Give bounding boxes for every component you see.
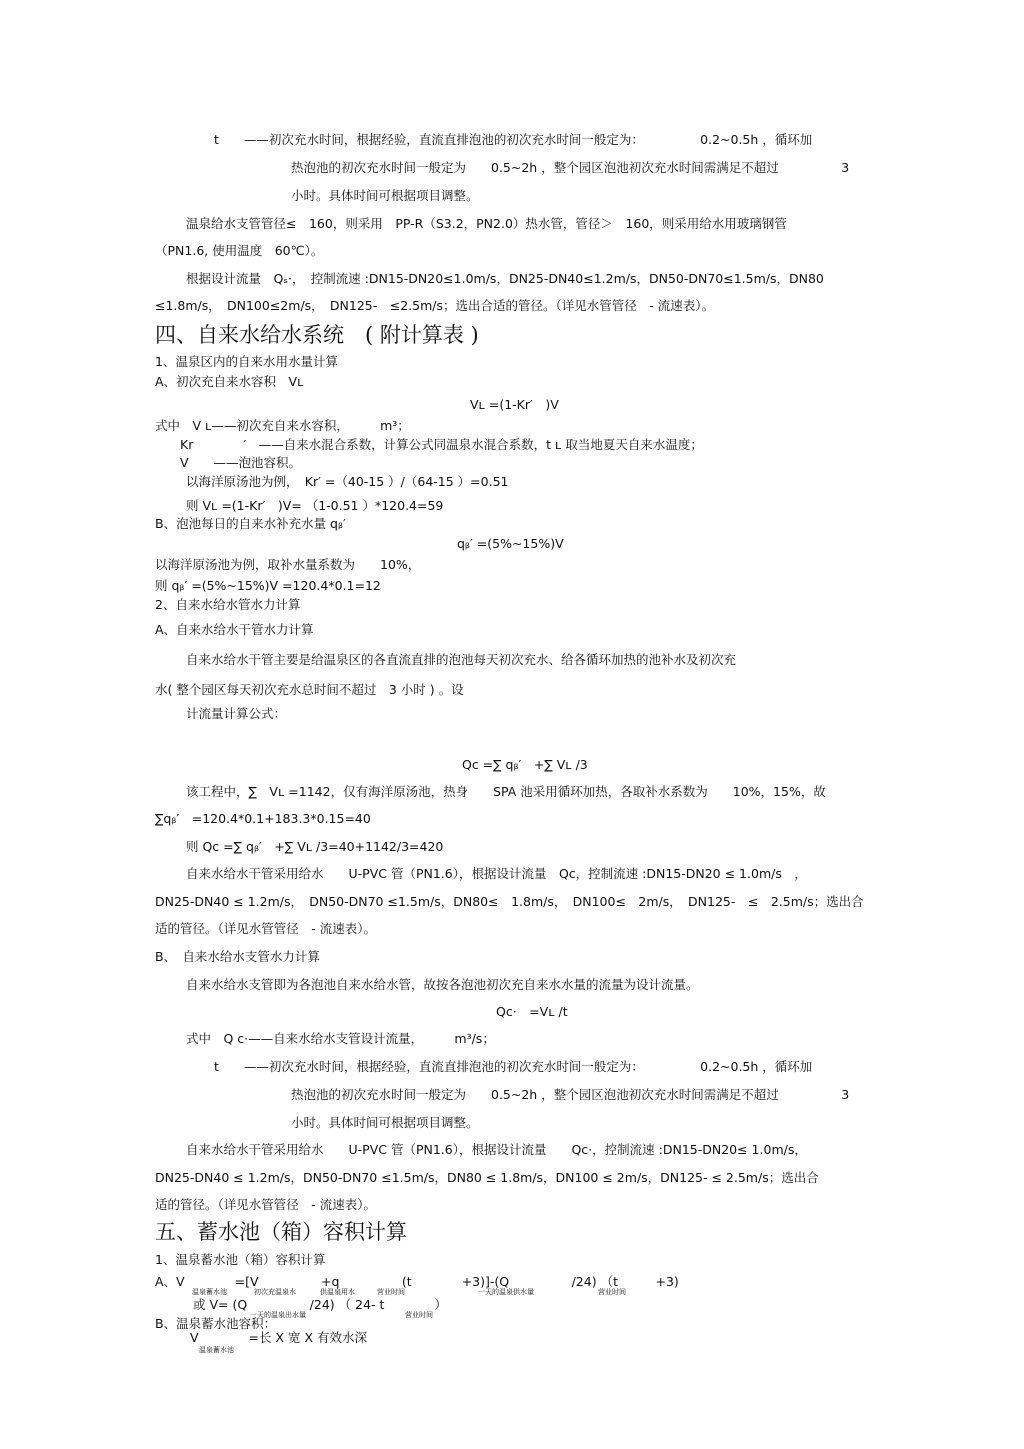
pipe-spec-line1: 温泉给水支管管径≤ 160，则采用 PP-R（S3.2，PN2.0）热水管，管径＞ 160，则采用给水用玻璃钢管: [186, 216, 787, 231]
section5-or-formula: 或 V= (Q /24) （ 24- t ）: [193, 1297, 447, 1312]
definition-kr: Kr ′ ——自来水混合系数，计算公式同温泉水混合系数，t ʟ 取当地夏天自来水温度；: [180, 437, 703, 452]
subscript-pool-volume: 温泉蓄水池: [199, 1346, 234, 1354]
section5-sub1: 1、温泉蓄水池（箱）容积计算: [155, 1252, 326, 1267]
formula-vl: Vʟ =(1-Kr′ )V: [470, 397, 559, 412]
section4-sub2: 2、自来水给水管水力计算: [155, 597, 301, 612]
section4-b2-title: B、 自来水给水支管水力计算: [155, 949, 320, 964]
section4-heading: 四、自来水给水系统 ( 附计算表 ): [155, 323, 479, 347]
section4-a-title: A、初次充自来水容积 Vʟ: [155, 374, 304, 389]
formula-qb: qᵦ′ =(5%~15%)V: [457, 536, 564, 551]
calc-line1: 该工程中，∑ Vʟ =1142，仅有海洋原汤池，热身 SPA 池采用循环加热，各取补水系数为 10%，15%，故: [186, 784, 826, 799]
calc-line3: 则 Qc =∑ qᵦ′ +∑ Vʟ /3=40+1142/3=420: [186, 839, 444, 854]
main-pipe-para3: 计流量计算公式：: [186, 706, 287, 721]
definition-vl: 式中 V ʟ——初次充自来水容积， m³；: [155, 418, 410, 433]
branch-pipe-spec-line1: 自来水给水干管采用给水 U-PVC 管（PN1.6），根据设计流量 Qc·，控制流速 :DN15-DN20≤ 1.0m/s，: [186, 1142, 807, 1157]
pipe-spec-line2: （PN1.6, 使用温度 60℃）。: [155, 243, 324, 258]
calc-line2: ∑qᵦ′ =120.4*0.1+183.3*0.15=40: [155, 811, 371, 826]
example-vl: 则 Vʟ =(1-Kr′ )V= （1-0.51 ）*120.4=59: [186, 498, 444, 513]
example-coefficient: 以海洋原汤池为例，取补水量系数为 10%，: [155, 557, 421, 572]
subscript-daily-supply: 一天的温泉供水量: [478, 1288, 534, 1296]
t2-definition-line3: 小时。具体时间可根据项目调整。: [291, 1115, 479, 1130]
main-pipe-para1: 自来水给水干管主要是给温泉区的各直流直排的泡池每天初次充水、给各循环加热的池补水及初次充: [186, 652, 737, 667]
subscript-business-hours: 营业时间: [377, 1288, 405, 1296]
formula-qc: Qc =∑ qᵦ′ +∑ Vʟ /3: [462, 757, 588, 772]
main-pipe-spec-line2: DN25-DN40 ≤ 1.2m/s， DN50-DN70 ≤1.5m/s，DN80≤ 1.8m/s， DN100≤ 2m/s， DN125- ≤ 2.5m/s；选出合: [155, 894, 864, 909]
section4-b-title: B、泡池每日的自来水补充水量 qᵦ′: [155, 516, 346, 531]
section4-sub1: 1、温泉区内的自来水用水量计算: [155, 354, 338, 369]
definition-v: V ——泡池容积。: [180, 455, 302, 470]
subscript-business-hours-3: 营业时间: [405, 1311, 433, 1319]
section5-a-formula: A、V =[V +q (t +3)]-(Q /24) （t +3): [155, 1274, 679, 1289]
section5-b-formula: V =长 X 宽 X 有效水深: [190, 1330, 368, 1345]
t2-definition-line2: 热泡池的初次充水时间一般定为 0.5~2h ，整个园区泡池初次充水时间需满足不超过 3: [291, 1087, 850, 1102]
section4-a2-title: A、自来水给水干管水力计算: [155, 622, 314, 637]
example-kr: 以海洋原汤池为例， Kr′ =（40-15 ）/（64-15 ）=0.51: [186, 474, 509, 489]
flow-spec-line1: 根据设计流量 Qₛ·， 控制流速 :DN15-DN20≤1.0m/s，DN25-DN40≤1.2m/s，DN50-DN70≤1.5m/s，DN80: [186, 271, 824, 286]
t-definition-line2: 热泡池的初次充水时间一般定为 0.5~2h ，整个园区泡池初次充水时间需满足不超过 3: [291, 160, 850, 175]
branch-pipe-spec-line3: 适的管径。（详见水管管径 - 流速表）。: [155, 1197, 376, 1212]
subscript-daily-output: 一天的温泉出水量: [250, 1311, 306, 1319]
t-definition-line3: 小时。具体时间可根据项目调整。: [291, 188, 479, 203]
subscript-initial-fill: 初次充温泉水: [254, 1288, 296, 1296]
example-qb: 则 qᵦ′ =(5%~15%)V =120.4*0.1=12: [155, 578, 381, 593]
definition-qc-branch: 式中 Q c·——自来水给水支管设计流量， m³/s；: [186, 1031, 495, 1046]
branch-pipe-para: 自来水给水支管即为各泡池自来水给水管，故按各泡池初次充自来水水量的流量为设计流量。: [186, 977, 699, 992]
subscript-supply: 供温泉用水: [320, 1288, 355, 1296]
main-pipe-spec-line3: 适的管径。（详见水管管径 - 流速表）。: [155, 921, 376, 936]
flow-spec-line2: ≤1.8m/s， DN100≤2m/s， DN125- ≤2.5m/s；选出合适的管径。（详见水管管径 - 流速表）。: [155, 298, 714, 313]
branch-pipe-spec-line2: DN25-DN40 ≤ 1.2m/s，DN50-DN70 ≤1.5m/s，DN80 ≤ 1.8m/s，DN100 ≤ 2m/s，DN125- ≤ 2.5m/s；选出合: [155, 1170, 819, 1185]
t-definition-line1: t ——初次充水时间，根据经验，直流直排泡池的初次充水时间一般定为： 0.2~0.5h ，循环加: [214, 132, 813, 147]
section5-heading: 五、蓄水池（箱）容积计算: [155, 1220, 407, 1244]
subscript-pool: 温泉蓄水池: [192, 1288, 227, 1296]
t2-definition-line1: t ——初次充水时间，根据经验，直流直排泡池的初次充水时间一般定为： 0.2~0.5h ，循环加: [214, 1059, 813, 1074]
formula-qc-branch: Qc· =Vʟ /t: [496, 1004, 568, 1019]
main-pipe-para2: 水( 整个园区每天初次充水总时间不超过 3 小时 ) 。设: [155, 682, 464, 697]
main-pipe-spec-line1: 自来水给水干管采用给水 U-PVC 管（PN1.6），根据设计流量 Qc，控制流速 :DN15-DN20 ≤ 1.0m/s ，: [186, 866, 807, 881]
section5-b-title: B、温泉蓄水池容积：: [155, 1316, 277, 1331]
subscript-business-hours-2: 营业时间: [598, 1288, 626, 1296]
